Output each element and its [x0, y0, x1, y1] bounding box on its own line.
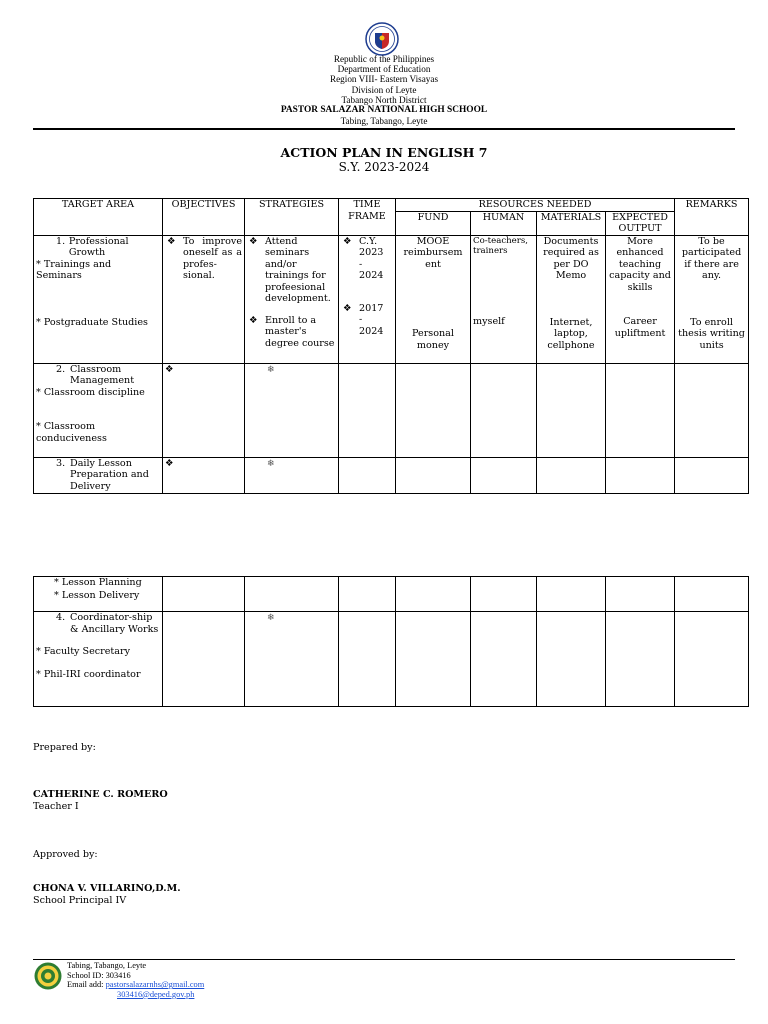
objective-text: To improve oneself as a profes- sional.: [183, 235, 242, 281]
header-remarks: REMARKS: [675, 199, 749, 236]
prepared-by-position: Teacher I: [33, 801, 79, 812]
area-subitem: * Trainings and Seminars: [36, 258, 112, 281]
objective-cell: [163, 457, 245, 493]
remarks-cell: [675, 457, 749, 493]
target-area-cell: [34, 577, 163, 612]
expected-output-cell: [606, 612, 675, 707]
bullet-icon: ❖: [249, 235, 258, 247]
area-title: Coordinator-ship & Ancillary Works: [70, 612, 159, 635]
bullet-icon: ❖: [165, 363, 174, 375]
fund-cell: [396, 363, 471, 457]
materials-cell: [537, 612, 606, 707]
area-subitem: * Lesson Planning: [54, 577, 142, 588]
area-number: 4.: [56, 612, 66, 623]
target-area-cell: [34, 235, 163, 363]
strategy-cell: [245, 457, 339, 493]
header-target-area: TARGET AREA: [34, 199, 163, 236]
human-cell: [471, 363, 537, 457]
expected-output-cell: [606, 363, 675, 457]
bullet-icon: ❖: [343, 302, 352, 314]
header-time-frame: TIME FRAME: [339, 199, 396, 236]
approved-by-label: Approved by:: [33, 849, 98, 860]
prepared-by-label: Prepared by:: [33, 742, 96, 753]
footer-contact: [67, 961, 204, 999]
time-frame-text: 2017 - 2024: [359, 302, 384, 337]
bullet-icon: ❖: [165, 457, 174, 469]
header-divider: [33, 128, 735, 130]
table-header-row: [34, 199, 749, 212]
footer-email-link-2[interactable]: 303416@deped.gov.ph: [117, 989, 195, 999]
footer-email-row-2: [67, 990, 204, 1000]
header-materials: MATERIALS: [537, 211, 606, 235]
expected-output-cell: [606, 457, 675, 493]
remarks-cell: [675, 612, 749, 707]
footer-address: Tabing, Tabango, Leyte: [67, 961, 147, 970]
human-cell: [471, 457, 537, 493]
remarks-cell: [675, 235, 749, 363]
human-cell: [471, 612, 537, 707]
expected-output-cell: [606, 577, 675, 612]
strategy-cell: [245, 363, 339, 457]
materials-cell: [537, 235, 606, 363]
fund-text: MOOE reimbursem ent: [403, 235, 463, 270]
area-subitem: * Postgraduate Studies: [36, 316, 148, 328]
header-objectives: OBJECTIVES: [163, 199, 245, 236]
time-frame-cell: [339, 457, 396, 493]
human-text: Co-teachers, trainers: [473, 235, 528, 256]
objective-cell: [163, 577, 245, 612]
materials-text: Internet, laptop, cellphone: [547, 316, 595, 351]
header-school-name: PASTOR SALAZAR NATIONAL HIGH SCHOOL: [280, 105, 488, 115]
action-plan-table: [33, 198, 749, 494]
remarks-cell: [675, 363, 749, 457]
area-subitem: * Lesson Delivery: [54, 589, 140, 601]
header-line-region: Region VIII- Eastern Visayas: [329, 74, 439, 84]
area-subitem: * Classroom conduciveness: [36, 421, 107, 444]
output-text: More enhanced teaching capacity and skills: [609, 235, 671, 293]
human-cell: [471, 235, 537, 363]
table-row: [34, 612, 749, 707]
footer-divider: [33, 959, 735, 960]
table-row: [34, 363, 749, 457]
time-frame-cell: [339, 577, 396, 612]
time-frame-cell: [339, 612, 396, 707]
table-row: [34, 457, 749, 493]
header-resources-needed: RESOURCES NEEDED: [396, 199, 675, 212]
target-area-cell: [34, 363, 163, 457]
page-title: ACTION PLAN IN ENGLISH 7: [280, 145, 488, 160]
strategy-cell: [245, 577, 339, 612]
fund-cell: [396, 612, 471, 707]
header-expected-output: EXPECTED OUTPUT: [606, 211, 675, 235]
footer-email-row: [67, 980, 204, 990]
fund-cell: [396, 235, 471, 363]
strategy-text: Attend seminars and/or trainings for profeesional development.: [265, 235, 331, 304]
area-subitem: * Phil-IRI coordinator: [36, 668, 141, 680]
fund-cell: [396, 577, 471, 612]
footer-email-link-1[interactable]: pastorsalazarnhs@gmail.com: [105, 980, 205, 990]
strategy-cell: [245, 235, 339, 363]
header-line-division: Division of Leyte: [351, 85, 417, 95]
footer-email-label: Email add:: [67, 980, 106, 990]
prepared-by-name: CATHERINE C. ROMERO: [33, 789, 168, 800]
fund-cell: [396, 457, 471, 493]
header-human: HUMAN: [471, 211, 537, 235]
snowflake-icon: ❄: [267, 613, 275, 623]
fund-text: Personal money: [412, 328, 454, 351]
snowflake-icon: ❄: [267, 364, 275, 375]
remarks-text: To enroll thesis writing units: [678, 316, 745, 351]
bullet-icon: ❖: [167, 235, 176, 247]
materials-cell: [537, 457, 606, 493]
header-strategies: STRATEGIES: [245, 199, 339, 236]
materials-cell: [537, 363, 606, 457]
materials-cell: [537, 577, 606, 612]
area-number: 1.: [56, 235, 66, 247]
area-subitem: * Faculty Secretary: [36, 646, 130, 657]
expected-output-cell: [606, 235, 675, 363]
bullet-icon: ❖: [343, 235, 352, 247]
target-area-cell: [34, 457, 163, 493]
snowflake-icon: ❄: [267, 458, 275, 469]
area-subitem: * Classroom discipline: [36, 386, 145, 398]
human-text: myself: [473, 315, 505, 327]
area-title: Daily Lesson Preparation and Delivery: [70, 457, 149, 492]
table-row: [34, 577, 749, 612]
deped-seal-logo: [365, 22, 399, 56]
materials-text: Documents required as per DO Memo: [543, 235, 599, 281]
area-title: Professional Growth: [68, 235, 129, 258]
area-number: 2.: [56, 363, 66, 375]
area-title: Classroom Management: [70, 363, 135, 386]
action-plan-table-continued: [33, 576, 749, 707]
header-line-republic: Republic of the Philippines: [333, 54, 435, 64]
remarks-cell: [675, 577, 749, 612]
output-text: Career upliftment: [614, 316, 666, 339]
header-school-address: Tabing, Tabango, Leyte: [340, 116, 428, 126]
objective-cell: [163, 235, 245, 363]
school-logo: [34, 962, 62, 990]
footer-school-id: School ID: 303416: [67, 970, 131, 980]
objective-cell: [163, 612, 245, 707]
header-fund: FUND: [396, 211, 471, 235]
remarks-text: To be participated if there are any.: [681, 235, 742, 281]
target-area-cell: [34, 612, 163, 707]
table-row: [34, 235, 749, 363]
bullet-icon: ❖: [249, 314, 258, 326]
approved-by-name: CHONA V. VILLARINO,D.M.: [33, 883, 181, 894]
strategy-cell: [245, 612, 339, 707]
human-cell: [471, 577, 537, 612]
time-frame-text: C.Y. 2023 - 2024: [359, 235, 384, 281]
time-frame-cell: [339, 363, 396, 457]
header-line-department: Department of Education: [337, 64, 431, 74]
area-number: 3.: [56, 457, 66, 469]
school-year: S.Y. 2023-2024: [338, 160, 430, 174]
header-line-district: Tabango North District: [341, 95, 427, 105]
strategy-text: Enroll to a master's degree course: [265, 314, 335, 349]
time-frame-cell: [339, 235, 396, 363]
approved-by-position: School Principal IV: [33, 895, 127, 906]
objective-cell: [163, 363, 245, 457]
